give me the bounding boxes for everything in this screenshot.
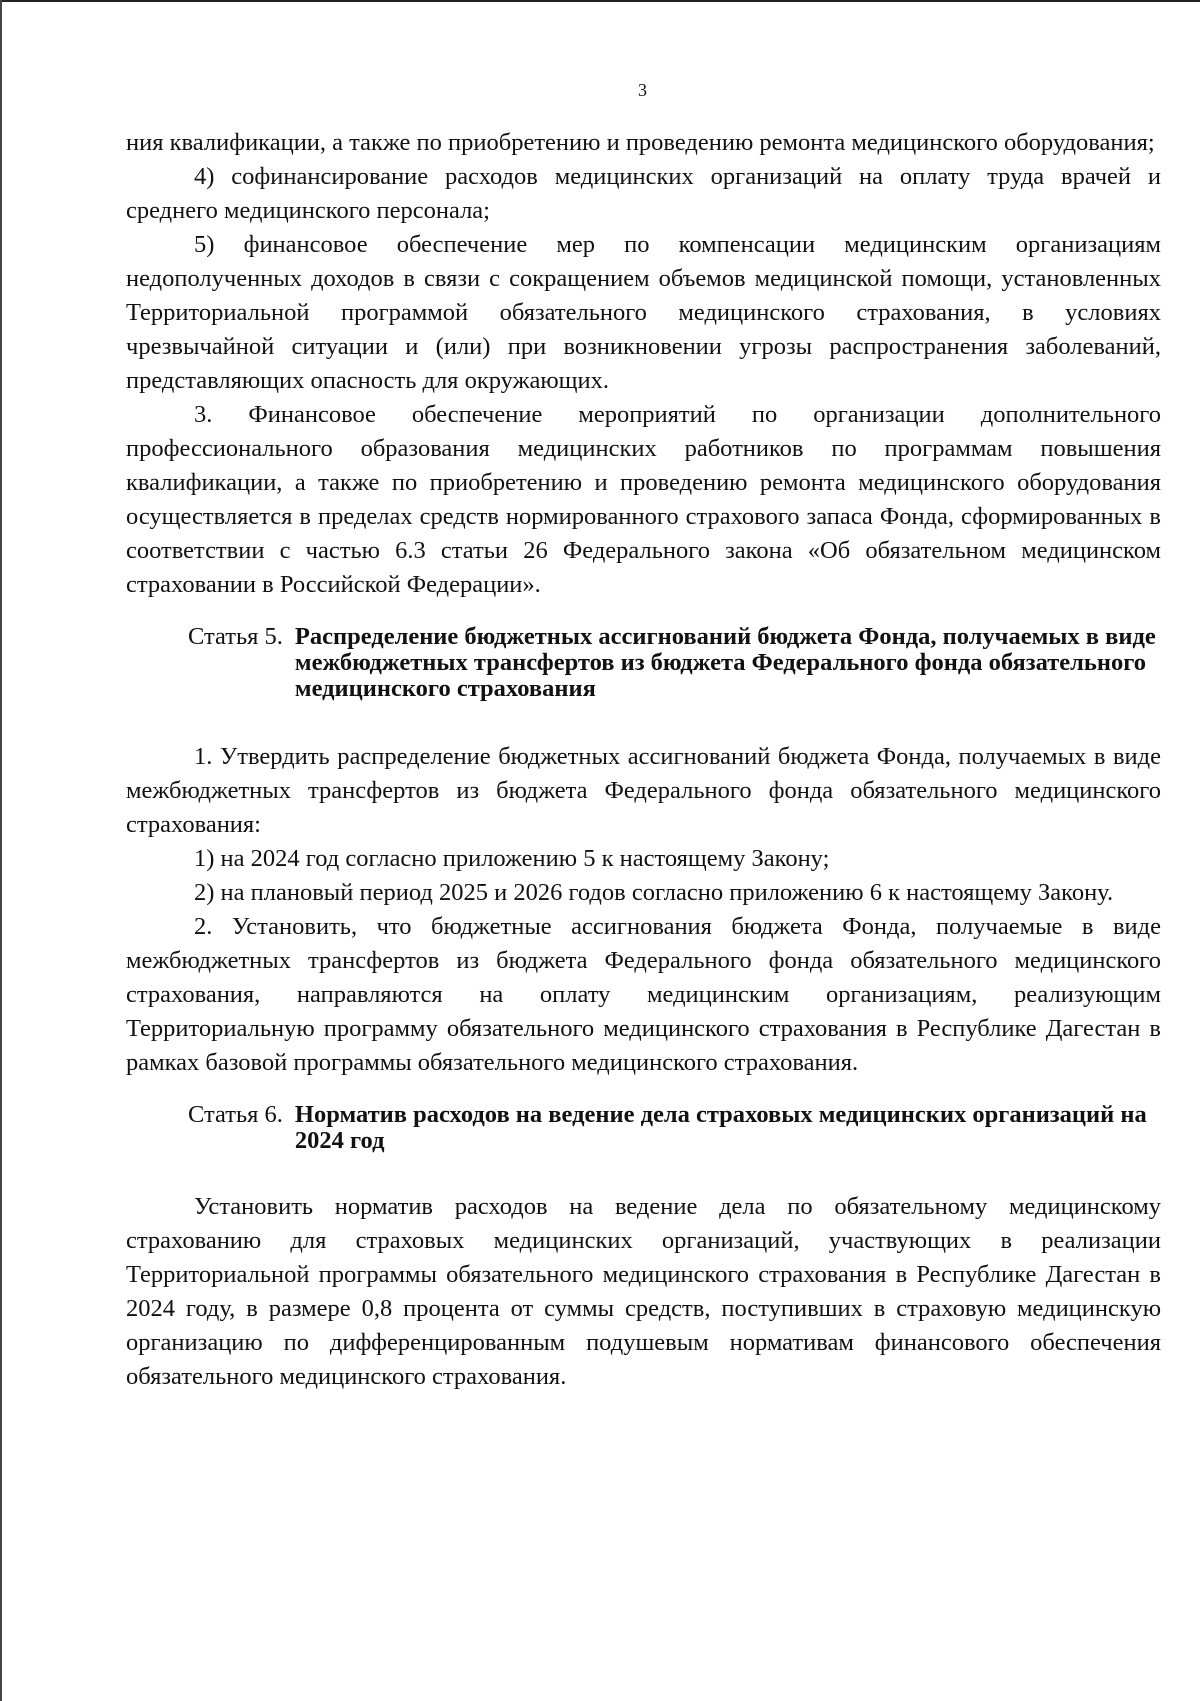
paragraph: 5) финансовое обеспечение мер по компенсации медицинским организациям недополученных доходов в связи с сокращением объемов медицинской помощи, установленных Территориальной программой обязательного медицинского страхования, в условиях чрезвычайной ситуации и (или) при возникновении угрозы распространения заболеваний, представляющих опасность для окружающих.	[126, 231, 1161, 394]
paragraph: 2) на плановый период 2025 и 2026 годов согласно приложению 6 к настоящему Закону.	[194, 879, 1114, 906]
article-5-heading	[188, 624, 1161, 702]
article-6-title: Норматив расходов на ведение дела страховых медицинских организаций на 2024 год	[294, 1101, 1147, 1154]
paragraph: 1) на 2024 год согласно приложению 5 к настоящему Закону;	[194, 845, 830, 872]
document-body	[126, 126, 1161, 1394]
paragraph: 3. Финансовое обеспечение мероприятий по организации дополнительного профессионального образования медицинских работников по программам повышения квалификации, а также по приобретению и проведению ремонта медицинского оборудования осуществляется в пределах средств нормированного страхового запаса Фонда, сформированных в соответствии с частью 6.3 статьи 26 Федерального закона «Об обязательном медицинском страховании в Российской Федерации».	[126, 401, 1161, 598]
paragraph: Установить норматив расходов на ведение дела по обязательному медицинскому страхованию для страховых медицинских организаций, участвующих в реализации Территориальной программы обязательного медицинского страхования в Республике Дагестан в 2024 году, в размере 0,8 процента от суммы средств, поступивших в страховую медицинскую организацию по дифференцированным подушевым нормативам финансового обеспечения обязательного медицинского страхования.	[126, 1193, 1161, 1390]
page-number: 3	[638, 80, 647, 100]
article-6-label: Статья 6.	[188, 1101, 283, 1128]
paragraph: ния квалификации, а также по приобретению и проведению ремонта медицинского оборудования;	[126, 129, 1155, 156]
article-6-heading	[188, 1102, 1161, 1154]
scan-edge-top	[0, 0, 1200, 2]
paragraph: 2. Установить, что бюджетные ассигнования бюджета Фонда, получаемые в виде межбюджетных трансфертов из бюджета Федерального фонда обязательного медицинского страхования, направляются на оплату медицинским организациям, реализующим Территориальную программу обязательного медицинского страхования в Республике Дагестан в рамках базовой программы обязательного медицинского страхования.	[126, 913, 1161, 1076]
scan-edge-left	[0, 0, 2, 1701]
article-5-title: Распределение бюджетных ассигнований бюджета Фонда, получаемых в виде межбюджетных трансфертов из бюджета Федерального фонда обязательного медицинского страхования	[294, 623, 1156, 702]
paragraph: 4) софинансирование расходов медицинских организаций на оплату труда врачей и среднего медицинского персонала;	[126, 163, 1161, 224]
article-5-label: Статья 5.	[188, 623, 283, 650]
paragraph: 1. Утвердить распределение бюджетных ассигнований бюджета Фонда, получаемых в виде межбюджетных трансфертов из бюджета Федерального фонда обязательного медицинского страхования:	[126, 743, 1161, 838]
